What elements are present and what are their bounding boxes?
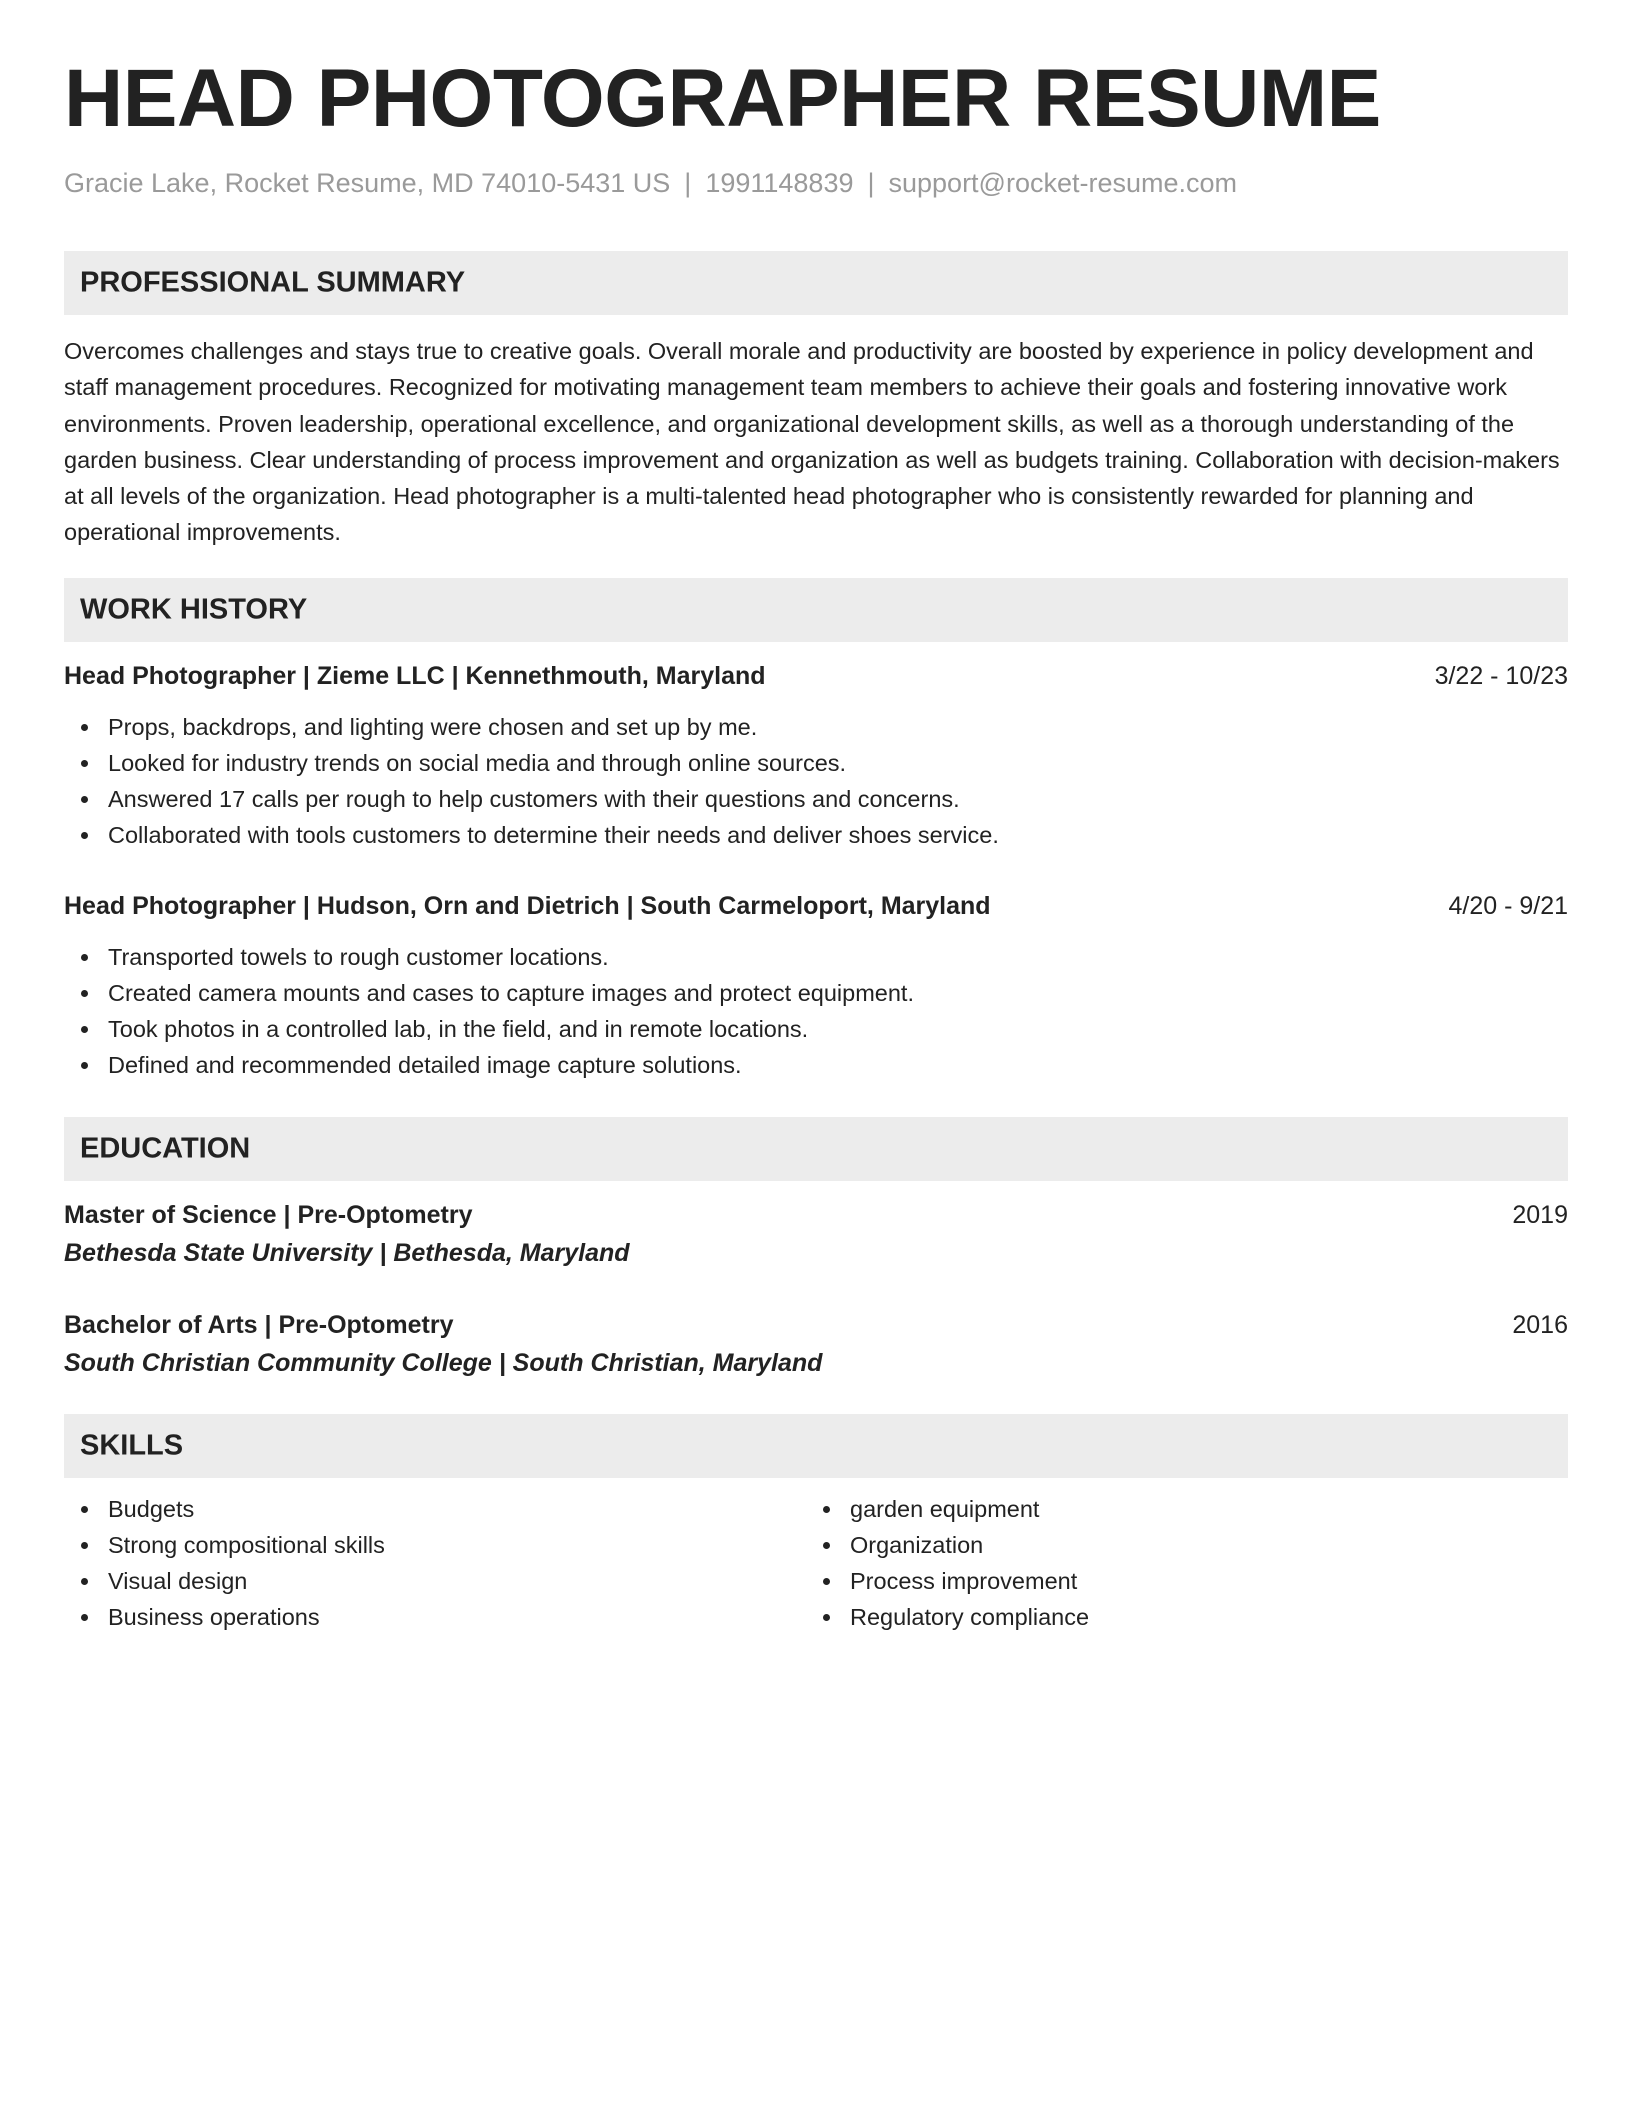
education-year: 2016 — [1512, 1311, 1568, 1339]
job-bullet: Defined and recommended detailed image capture solutions. — [64, 1047, 914, 1083]
job-bullet: Looked for industry trends on social media and through online sources. — [64, 745, 999, 781]
job-bullet: Props, backdrops, and lighting were chosen and set up by me. — [64, 709, 999, 745]
skill-item: Organization — [806, 1527, 1089, 1563]
contact-phone: 1991148839 — [705, 168, 854, 198]
job-dates: 3/22 - 10/23 — [1434, 662, 1568, 690]
education-year: 2019 — [1512, 1201, 1568, 1229]
job-title: Head Photographer | Zieme LLC | Kennethmouth, Maryland — [64, 662, 766, 690]
job-header — [64, 659, 1568, 693]
skills-section-header — [64, 1414, 1568, 1478]
skill-item: Visual design — [64, 1563, 385, 1599]
job-bullet: Created camera mounts and cases to capture images and protect equipment. — [64, 975, 914, 1011]
resume-title: HEAD PHOTOGRAPHER RESUME — [64, 53, 1381, 144]
skill-item: Budgets — [64, 1491, 385, 1527]
education-school: Bethesda State University | Bethesda, Maryland — [64, 1239, 630, 1267]
work-heading: WORK HISTORY — [80, 593, 308, 626]
job-bullet: Answered 17 calls per rough to help customers with their questions and concerns. — [64, 781, 999, 817]
education-degree: Master of Science | Pre-Optometry — [64, 1201, 473, 1229]
skill-item: garden equipment — [806, 1491, 1089, 1527]
skills-list-left — [64, 1491, 385, 1635]
job-bullet: Collaborated with tools customers to determine their needs and deliver shoes service. — [64, 817, 999, 853]
education-heading: EDUCATION — [80, 1132, 251, 1165]
skill-item: Strong compositional skills — [64, 1527, 385, 1563]
education-entry-header — [64, 1198, 1568, 1232]
work-section-header — [64, 578, 1568, 642]
skills-heading: SKILLS — [80, 1429, 184, 1462]
education-entry-header — [64, 1308, 1568, 1342]
contact-line — [64, 167, 1237, 199]
education-school: South Christian Community College | South Christian, Maryland — [64, 1349, 823, 1377]
contact-separator: | — [867, 168, 875, 198]
summary-section-header — [64, 251, 1568, 315]
education-degree: Bachelor of Arts | Pre-Optometry — [64, 1311, 454, 1339]
job-bullet: Transported towels to rough customer locations. — [64, 939, 914, 975]
job-bullets — [64, 709, 999, 853]
job-header — [64, 889, 1568, 923]
summary-text: Overcomes challenges and stays true to creative goals. Overall morale and productivity are boosted by experience in policy development and staff management procedures. Recognized for motivating management team members to achieve their goals and fostering innovative work environments. Proven leadership, operational excellence, and organizational development skills, as well as a thorough understanding of the garden business. Clear understanding of process improvement and organization as well as budgets training. Collaboration with decision-makers at all levels of the organization. Head photographer is a multi-talented head photographer who is consistently rewarded for planning and operational improvements. — [64, 338, 1560, 546]
skill-item: Process improvement — [806, 1563, 1089, 1599]
skill-item: Business operations — [64, 1599, 385, 1635]
skill-item: Regulatory compliance — [806, 1599, 1089, 1635]
summary-heading: PROFESSIONAL SUMMARY — [80, 266, 466, 299]
job-bullet: Took photos in a controlled lab, in the field, and in remote locations. — [64, 1011, 914, 1047]
job-dates: 4/20 - 9/21 — [1448, 892, 1568, 920]
job-title: Head Photographer | Hudson, Orn and Dietrich | South Carmeloport, Maryland — [64, 892, 991, 920]
education-section-header — [64, 1117, 1568, 1181]
contact-separator: | — [684, 168, 692, 198]
job-bullets — [64, 939, 914, 1083]
contact-address: Gracie Lake, Rocket Resume, MD 74010-5431 US — [64, 168, 671, 198]
skills-list-right — [806, 1491, 1089, 1635]
contact-email: support@rocket-resume.com — [888, 168, 1238, 198]
